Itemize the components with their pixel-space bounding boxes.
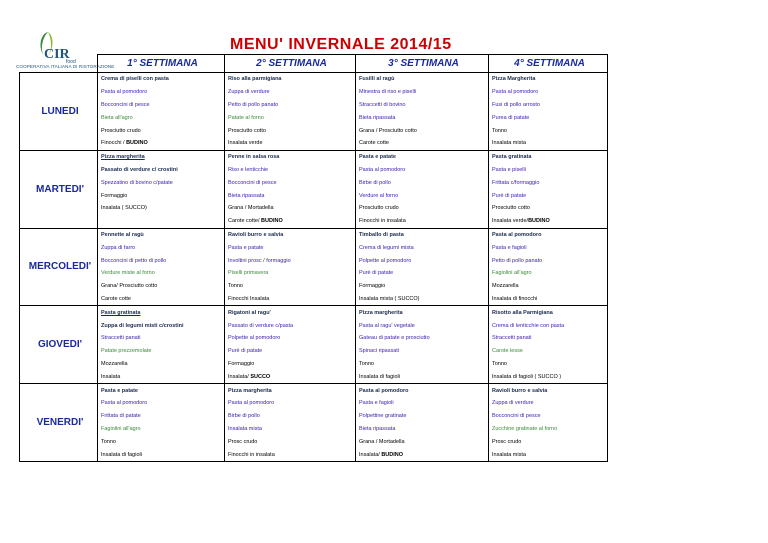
menu-cell: [356, 176, 489, 189]
menu-item-text: Birbe di pollo: [359, 179, 391, 186]
menu-item-text: Pasta al ragu' vegetale: [359, 322, 415, 329]
menu-item-text: Insalata mista: [492, 140, 526, 147]
menu-cell: [225, 384, 356, 397]
menu-row: [20, 99, 608, 112]
menu-item-text: Pennette al ragù: [101, 231, 144, 238]
menu-item-text: Mozzarella: [101, 360, 128, 367]
menu-cell: [98, 332, 225, 345]
menu-row: [20, 202, 608, 215]
menu-cell: [489, 99, 608, 112]
menu-row: [20, 150, 608, 163]
menu-row: [20, 397, 608, 410]
menu-item-text: Pizza Margherita: [492, 76, 536, 83]
menu-cell: [98, 254, 225, 267]
menu-cell: [489, 254, 608, 267]
menu-item-text: Fusi di pollo arrosto: [492, 101, 540, 108]
menu-item-text: Birbe di pollo: [228, 413, 260, 420]
menu-row: [20, 435, 608, 448]
menu-cell: [356, 370, 489, 383]
menu-cell: [98, 397, 225, 410]
menu-cell: [489, 370, 608, 383]
menu-cell: [225, 319, 356, 332]
menu-cell: [225, 202, 356, 215]
menu-row: [20, 370, 608, 383]
menu-item-text: Bocconcini di pesce: [492, 413, 541, 420]
dessert-label: BUDINO: [528, 218, 550, 225]
menu-cell: [98, 164, 225, 177]
menu-item-text: Spezzatino di bovino c/patate: [101, 179, 173, 186]
dessert-label: SUCCO: [250, 373, 271, 380]
menu-cell: [225, 176, 356, 189]
menu-item-text: Bieta all'agro: [101, 114, 133, 121]
menu-cell: [225, 397, 356, 410]
menu-cell: [356, 293, 489, 306]
menu-cell: [489, 86, 608, 99]
menu-row: [20, 124, 608, 137]
day-label: LUNEDI: [20, 73, 98, 151]
menu-cell: [489, 423, 608, 436]
menu-item-text: Insalata verde/: [492, 218, 529, 225]
menu-item-text: Pasta e fagioli: [492, 244, 527, 251]
menu-cell: [225, 73, 356, 86]
menu-cell: [489, 215, 608, 228]
menu-cell: [356, 267, 489, 280]
week-4-heading: 4° SETTIMANA: [489, 55, 608, 73]
menu-item-text: Zuppa di verdure: [492, 400, 534, 407]
menu-item-text: Formaggio: [101, 192, 128, 199]
menu-row: [20, 254, 608, 267]
menu-cell: [98, 137, 225, 150]
menu-cell: [225, 124, 356, 137]
menu-cell: [98, 293, 225, 306]
menu-item-text: Crema di legumi mista: [359, 244, 414, 251]
menu-item-text: Carote cotte/: [228, 218, 262, 225]
menu-item-text: Rigatoni al ragu': [228, 309, 271, 316]
menu-cell: [225, 280, 356, 293]
menu-row: [20, 164, 608, 177]
menu-item-text: Fagiolini all'agro: [101, 425, 141, 432]
menu-item-text: Ravioli burro e salvia: [492, 387, 548, 394]
dessert-label: BUDINO: [126, 140, 148, 147]
menu-item-text: Fagiolini all'agro: [492, 270, 532, 277]
menu-item-text: Finocchi in insalata: [228, 451, 275, 458]
menu-table: [19, 54, 608, 462]
menu-item-text: Polpette al pomodoro: [228, 335, 281, 342]
menu-row: [20, 267, 608, 280]
menu-cell: [356, 358, 489, 371]
menu-item-text: Insalata ( SUCCO): [101, 205, 147, 212]
menu-cell: [356, 448, 489, 461]
menu-row: [20, 358, 608, 371]
dessert-label: BUDINO: [261, 218, 283, 225]
menu-item-text: Pasta al pomodoro: [101, 89, 148, 96]
menu-cell: [489, 73, 608, 86]
menu-item-text: Zuppa di legumi misti c/crostini: [101, 322, 184, 329]
menu-cell: [98, 280, 225, 293]
menu-cell: [225, 164, 356, 177]
menu-cell: [225, 293, 356, 306]
menu-cell: [225, 150, 356, 163]
menu-item-text: Pasta gratinata: [101, 309, 141, 316]
menu-item-text: Pasta e patate: [228, 244, 264, 251]
menu-item-text: Grana / Mortadella: [228, 205, 274, 212]
menu-cell: [356, 332, 489, 345]
menu-cell: [98, 358, 225, 371]
menu-item-text: Grana/ Prosciutto cotto: [101, 283, 158, 290]
menu-item-text: Finocchi /: [101, 140, 127, 147]
menu-item-text: Passato di verdure c/ crostini: [101, 166, 178, 173]
menu-item-text: Pizza margherita: [359, 309, 403, 316]
menu-item-text: Straccetti panati: [492, 335, 532, 342]
menu-item-text: Carote cotte: [359, 140, 389, 147]
menu-cell: [489, 319, 608, 332]
menu-cell: [356, 384, 489, 397]
menu-cell: [356, 254, 489, 267]
menu-item-text: Insalata/: [359, 451, 382, 458]
menu-cell: [489, 267, 608, 280]
menu-item-text: Insalata di fagioli ( SUCCO ): [492, 373, 562, 380]
menu-row: [20, 423, 608, 436]
menu-cell: [98, 384, 225, 397]
menu-cell: [98, 111, 225, 124]
menu-item-text: Petto di pollo panato: [228, 101, 279, 108]
menu-item-text: Purea di patate: [492, 114, 530, 121]
menu-cell: [225, 435, 356, 448]
menu-item-text: Finocchi in insalata: [359, 218, 406, 225]
dessert-label: BUDINO: [381, 451, 404, 458]
menu-cell: [98, 423, 225, 436]
menu-cell: [225, 423, 356, 436]
menu-item-text: Polpettine gratinate: [359, 413, 407, 420]
menu-item-text: Bocconcini di pesce: [228, 179, 277, 186]
menu-row: [20, 306, 608, 319]
menu-cell: [98, 306, 225, 319]
menu-item-text: Pasta gratinata: [492, 154, 532, 161]
menu-item-text: Insalata di fagioli: [101, 451, 142, 458]
menu-cell: [225, 228, 356, 241]
menu-item-text: Pasta al pomodoro: [101, 400, 148, 407]
menu-cell: [489, 435, 608, 448]
menu-item-text: Bieta ripassata: [228, 192, 265, 199]
menu-item-text: Purè di patate: [228, 348, 263, 355]
menu-cell: [356, 99, 489, 112]
menu-cell: [98, 99, 225, 112]
menu-row: [20, 448, 608, 461]
menu-item-text: Involtini prosc / formaggio: [228, 257, 291, 264]
menu-cell: [98, 319, 225, 332]
day-label: GIOVEDI': [20, 306, 98, 384]
menu-row: [20, 384, 608, 397]
menu-row: [20, 189, 608, 202]
menu-cell: [225, 358, 356, 371]
menu-item-text: Spinaci ripassati: [359, 348, 400, 355]
menu-row: [20, 228, 608, 241]
menu-item-text: Ravioli burro e salvia: [228, 231, 284, 238]
menu-cell: [489, 150, 608, 163]
menu-cell: [225, 241, 356, 254]
menu-item-text: Pasta e fagioli: [359, 400, 394, 407]
menu-item-text: Formaggio: [228, 360, 255, 367]
menu-item-text: Riso e lenticchie: [228, 166, 269, 173]
menu-body: [20, 73, 608, 462]
menu-cell: [489, 189, 608, 202]
menu-item-text: Grana / Mortadella: [359, 438, 405, 445]
menu-cell: [356, 189, 489, 202]
menu-cell: [98, 73, 225, 86]
menu-cell: [356, 435, 489, 448]
menu-cell: [98, 176, 225, 189]
menu-cell: [98, 267, 225, 280]
menu-row: [20, 215, 608, 228]
menu-cell: [356, 345, 489, 358]
menu-cell: [98, 370, 225, 383]
menu-cell: [98, 410, 225, 423]
menu-item-text: Tonno: [492, 127, 507, 134]
menu-item-text: Minestra di riso e piselli: [359, 89, 417, 96]
menu-item-text: Pasta al pomodoro: [492, 231, 542, 238]
menu-item-text: Straccetti di bovino: [359, 101, 406, 108]
menu-cell: [225, 345, 356, 358]
menu-item-text: Verdure al forno: [359, 192, 399, 199]
menu-cell: [225, 448, 356, 461]
menu-cell: [489, 164, 608, 177]
menu-cell: [489, 306, 608, 319]
day-label: MARTEDI': [20, 150, 98, 228]
menu-cell: [489, 241, 608, 254]
menu-cell: [356, 410, 489, 423]
menu-cell: [98, 241, 225, 254]
menu-item-text: Bieta ripassata: [359, 425, 396, 432]
day-label: MERCOLEDI': [20, 228, 98, 306]
menu-row: [20, 410, 608, 423]
menu-cell: [98, 345, 225, 358]
menu-item-text: Pasta e patate: [101, 387, 138, 394]
menu-item-text: Patate prezzemolate: [101, 348, 152, 355]
week-2-heading: 2° SETTIMANA: [225, 55, 356, 73]
corner-cell: [20, 55, 98, 73]
menu-item-text: Pasta al pomodoro: [228, 400, 275, 407]
menu-item-text: Insalata verde: [228, 140, 263, 147]
menu-cell: [489, 358, 608, 371]
menu-cell: [225, 306, 356, 319]
menu-cell: [489, 202, 608, 215]
logo-text: CIR: [44, 47, 70, 62]
menu-cell: [225, 86, 356, 99]
menu-item-text: Pasta al pomodoro: [359, 166, 406, 173]
menu-row: [20, 73, 608, 86]
week-3-heading: 3° SETTIMANA: [356, 55, 489, 73]
menu-item-text: Prosc crudo: [228, 438, 258, 445]
menu-item-text: Pizza margherita: [101, 154, 145, 161]
menu-item-text: Bieta ripassata: [359, 114, 396, 121]
menu-cell: [98, 124, 225, 137]
logo-subtext: food: [66, 59, 76, 65]
menu-cell: [356, 228, 489, 241]
menu-item-text: Risotto alla Parmigiana: [492, 309, 553, 316]
page-title: MENU' INVERNALE 2014/15: [230, 36, 452, 53]
logo-caption: COOPERATIVA ITALIANA DI RISTORAZIONE: [16, 64, 115, 69]
menu-item-text: Pizza margherita: [228, 387, 272, 394]
menu-row: [20, 137, 608, 150]
menu-item-text: Mozzarella: [492, 283, 519, 290]
menu-cell: [356, 202, 489, 215]
menu-cell: [489, 397, 608, 410]
menu-row: [20, 111, 608, 124]
menu-cell: [356, 215, 489, 228]
menu-cell: [489, 111, 608, 124]
menu-cell: [98, 448, 225, 461]
menu-cell: [356, 319, 489, 332]
menu-cell: [356, 137, 489, 150]
menu-item-text: Zucchine gratinate al forno: [492, 425, 558, 432]
menu-item-text: Zuppa di verdure: [228, 89, 270, 96]
menu-cell: [489, 176, 608, 189]
menu-row: [20, 86, 608, 99]
menu-item-text: Frittata c/formaggio: [492, 179, 540, 186]
menu-item-text: Petto di pollo panato: [492, 257, 543, 264]
menu-item-text: Penne in salsa rosa: [228, 154, 280, 161]
menu-item-text: Insalata/: [228, 373, 251, 380]
menu-cell: [98, 228, 225, 241]
menu-item-text: Grana / Prosciutto cotto: [359, 127, 417, 134]
menu-item-text: Zuppa di farro: [101, 244, 136, 251]
menu-cell: [98, 215, 225, 228]
menu-cell: [356, 150, 489, 163]
menu-cell: [356, 164, 489, 177]
menu-cell: [225, 189, 356, 202]
menu-item-text: Frittata di patate: [101, 413, 141, 420]
menu-item-text: Fusilli al ragù: [359, 76, 395, 83]
menu-item-text: Patate al forno: [228, 114, 264, 121]
menu-item-text: Prosciutto crudo: [359, 205, 399, 212]
menu-cell: [489, 280, 608, 293]
menu-item-text: Pasta al pomodoro: [359, 387, 409, 394]
menu-cell: [489, 332, 608, 345]
week-1-heading: 1° SETTIMANA: [98, 55, 225, 73]
menu-cell: [98, 435, 225, 448]
menu-cell: [356, 280, 489, 293]
menu-item-text: Timballo di pasta: [359, 231, 404, 238]
menu-item-text: Formaggio: [359, 283, 386, 290]
menu-cell: [489, 228, 608, 241]
menu-row: [20, 176, 608, 189]
menu-cell: [489, 410, 608, 423]
menu-cell: [225, 137, 356, 150]
menu-item-text: Carote lesse: [492, 348, 523, 355]
menu-row: [20, 345, 608, 358]
menu-item-text: Insalata mista ( SUCCO): [359, 295, 420, 302]
menu-item-text: Purè di patate: [492, 192, 527, 199]
week-header-row: [20, 55, 608, 73]
menu-item-text: Verdure miste al forno: [101, 270, 155, 277]
menu-item-text: Tonno: [101, 438, 116, 445]
menu-cell: [98, 150, 225, 163]
menu-cell: [225, 254, 356, 267]
menu-item-text: Insalata di fagioli: [359, 373, 400, 380]
menu-item-text: Insalata di finocchi: [492, 295, 538, 302]
menu-cell: [98, 202, 225, 215]
menu-cell: [489, 124, 608, 137]
menu-item-text: Pasta al pomodoro: [492, 89, 539, 96]
day-label: VENERDI': [20, 384, 98, 462]
menu-item-text: Insalata mista: [228, 425, 262, 432]
menu-cell: [225, 99, 356, 112]
menu-item-text: Tonno: [359, 360, 374, 367]
menu-item-text: Passato di verdure c/pasta: [228, 322, 294, 329]
menu-item-text: Tonno: [228, 283, 243, 290]
menu-item-text: Carote cotte: [101, 295, 131, 302]
menu-item-text: Crema di lenticchie con pasta: [492, 322, 565, 329]
menu-item-text: Crema di piselli con pasta: [101, 76, 169, 83]
menu-row: [20, 280, 608, 293]
menu-row: [20, 319, 608, 332]
menu-item-text: Bocconcini di petto di pollo: [101, 257, 167, 264]
menu-cell: [356, 241, 489, 254]
menu-cell: [98, 86, 225, 99]
menu-cell: [356, 124, 489, 137]
menu-cell: [356, 423, 489, 436]
menu-cell: [489, 137, 608, 150]
menu-cell: [98, 189, 225, 202]
menu-cell: [489, 345, 608, 358]
menu-cell: [356, 306, 489, 319]
menu-row: [20, 332, 608, 345]
menu-cell: [225, 410, 356, 423]
menu-item-text: Gateau di patate e prosciutto: [359, 335, 430, 342]
menu-item-text: Finocchi Insalata: [228, 295, 270, 302]
menu-item-text: Purè di patate: [359, 270, 394, 277]
menu-cell: [356, 111, 489, 124]
menu-cell: [225, 111, 356, 124]
menu-cell: [225, 370, 356, 383]
menu-cell: [225, 332, 356, 345]
menu-cell: [489, 293, 608, 306]
menu-cell: [225, 267, 356, 280]
menu-item-text: Straccetti panati: [101, 335, 141, 342]
menu-item-text: Prosc crudo: [492, 438, 522, 445]
menu-row: [20, 241, 608, 254]
menu-cell: [489, 384, 608, 397]
menu-item-text: Bocconcini di pesce: [101, 101, 150, 108]
menu-cell: [356, 86, 489, 99]
menu-item-text: Prosciutto cotto: [228, 127, 266, 134]
menu-item-text: Prosciutto cotto: [492, 205, 530, 212]
menu-cell: [489, 448, 608, 461]
menu-cell: [356, 73, 489, 86]
menu-cell: [225, 215, 356, 228]
menu-cell: [356, 397, 489, 410]
menu-item-text: Piselli primavera: [228, 270, 269, 277]
menu-item-text: Insalata mista: [492, 451, 526, 458]
menu-item-text: Pasta e piselli: [492, 166, 526, 173]
menu-item-text: Prosciutto crudo: [101, 127, 141, 134]
menu-item-text: Pasta e patate: [359, 154, 396, 161]
menu-item-text: Tonno: [492, 360, 507, 367]
menu-item-text: Insalata: [101, 373, 121, 380]
menu-item-text: Riso alla parmigiana: [228, 76, 282, 83]
menu-row: [20, 293, 608, 306]
menu-item-text: Polpette al pomodoro: [359, 257, 412, 264]
